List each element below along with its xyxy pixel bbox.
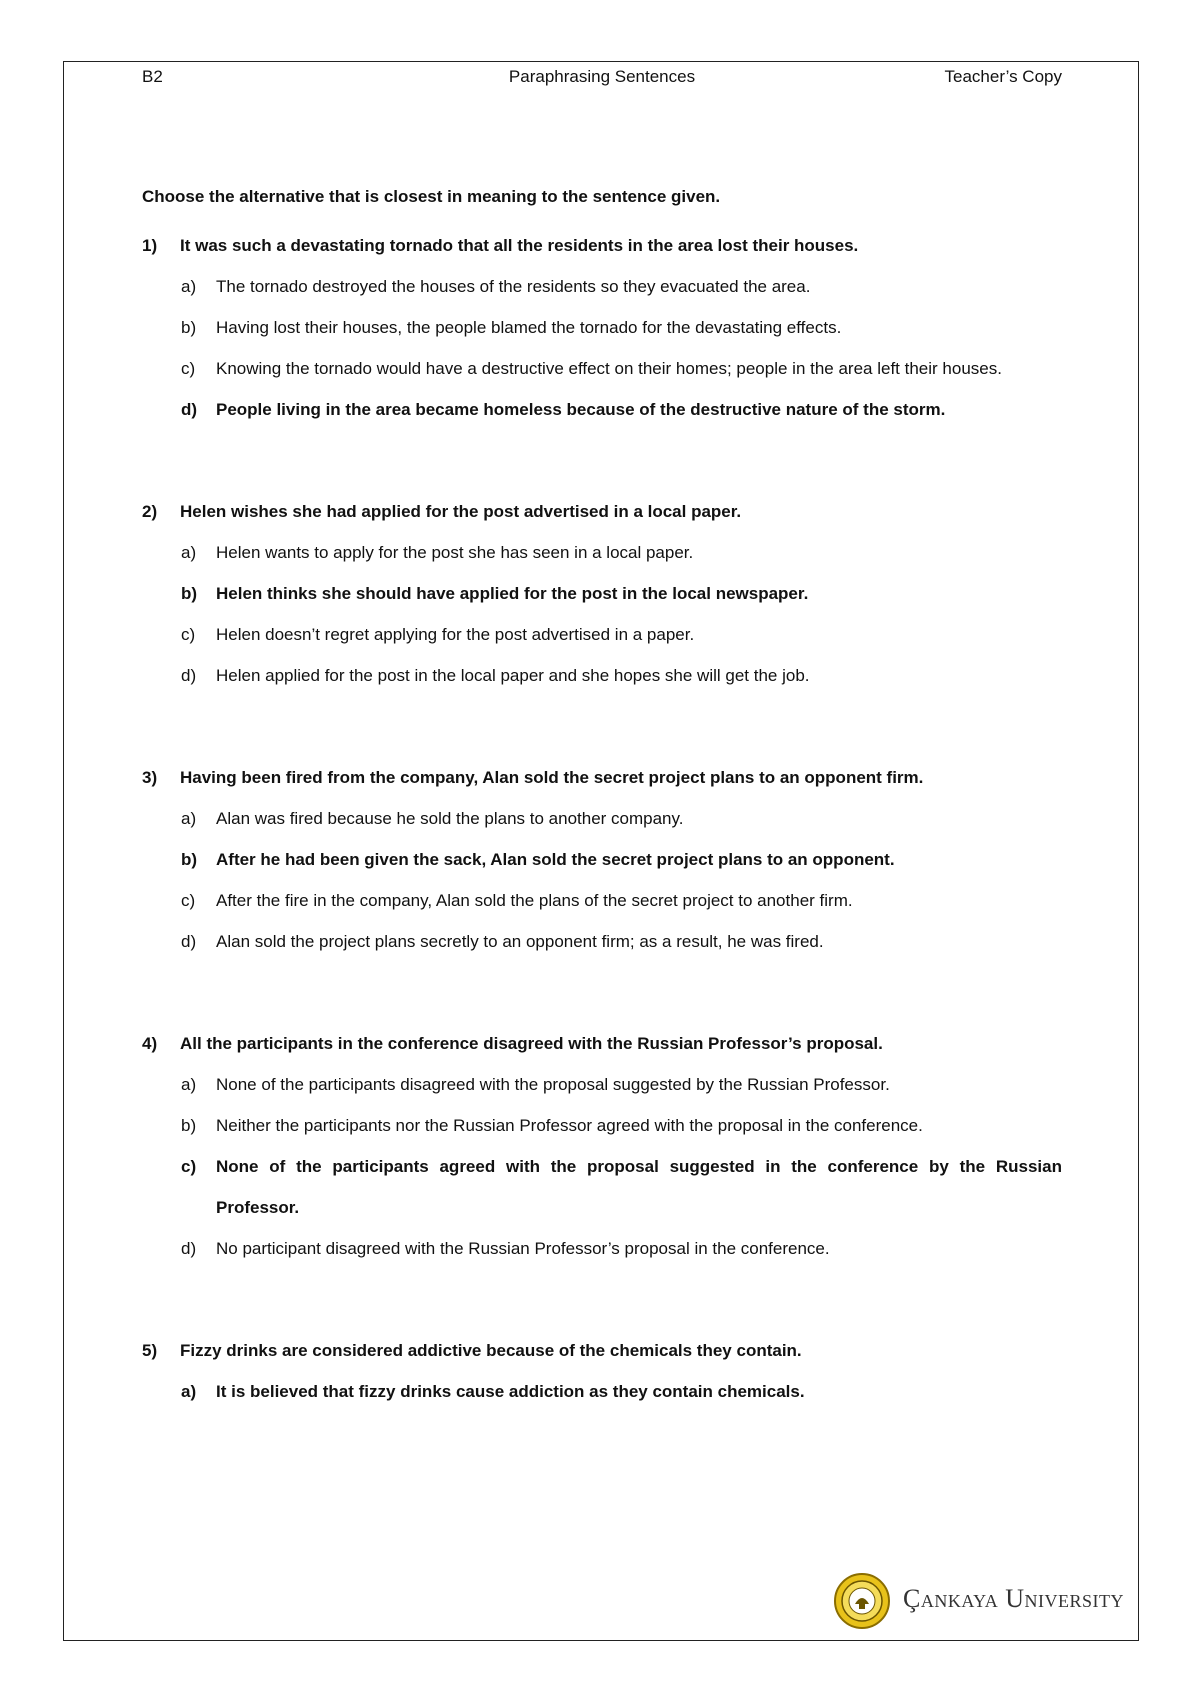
- question-number: 2): [142, 502, 158, 521]
- option-letter: c): [181, 1157, 197, 1176]
- option-d-correct: [142, 389, 1062, 430]
- option-a: [142, 1064, 1062, 1105]
- option-b-correct: [142, 839, 1062, 880]
- question-stem: [142, 757, 1062, 798]
- university-seal-icon: [833, 1572, 891, 1630]
- page-title: Paraphrasing Sentences: [508, 67, 696, 86]
- level-label: B2: [142, 67, 163, 86]
- option-letter: a): [181, 1075, 197, 1094]
- option-letter: c): [181, 625, 196, 644]
- option-text: Alan sold the project plans secretly to an opponent firm; as a result, he was fired.: [216, 932, 824, 951]
- question-number: 3): [142, 768, 158, 787]
- option-a: [142, 266, 1062, 307]
- option-a: [142, 532, 1062, 573]
- question-stem: [142, 491, 1062, 532]
- option-text: Helen thinks she should have applied for the post in the local newspaper.: [216, 584, 809, 603]
- option-b: [142, 1105, 1062, 1146]
- question-text: All the participants in the conference disagreed with the Russian Professor’s proposal.: [180, 1034, 883, 1053]
- question-stem: [142, 225, 1062, 266]
- option-letter: a): [181, 809, 197, 828]
- question-number: 5): [142, 1341, 158, 1360]
- option-c: [142, 880, 1062, 921]
- option-text: Helen doesn’t regret applying for the post advertised in a paper.: [216, 625, 695, 644]
- question-text: It was such a devastating tornado that all the residents in the area lost their houses.: [180, 236, 859, 255]
- option-letter: b): [181, 318, 197, 337]
- question-number: 4): [142, 1034, 158, 1053]
- option-text: People living in the area became homeless because of the destructive nature of the storm.: [216, 400, 946, 419]
- option-letter: a): [181, 1382, 197, 1401]
- option-letter: d): [181, 666, 197, 685]
- option-text: The tornado destroyed the houses of the residents so they evacuated the area.: [216, 277, 811, 296]
- question-4: [142, 1023, 1062, 1269]
- option-text: None of the participants disagreed with the proposal suggested by the Russian Professor.: [216, 1075, 890, 1094]
- option-c: [142, 348, 1062, 389]
- option-text: Helen wants to apply for the post she has seen in a local paper.: [216, 543, 694, 562]
- option-letter: d): [181, 932, 197, 951]
- option-d: [142, 1228, 1062, 1269]
- instruction: Choose the alternative that is closest in meaning to the sentence given.: [142, 187, 721, 206]
- option-d: [142, 921, 1062, 962]
- university-logo: [833, 1572, 1133, 1636]
- option-letter: c): [181, 891, 196, 910]
- option-text: It is believed that fizzy drinks cause addiction as they contain chemicals.: [216, 1382, 805, 1401]
- option-letter: b): [181, 1116, 197, 1135]
- option-letter: c): [181, 359, 196, 378]
- question-2: [142, 491, 1062, 696]
- option-text: Having lost their houses, the people blamed the tornado for the devastating effects.: [216, 318, 842, 337]
- option-a: [142, 798, 1062, 839]
- option-letter: a): [181, 543, 197, 562]
- question-3: [142, 757, 1062, 962]
- option-letter: d): [181, 400, 198, 419]
- question-stem: [142, 1023, 1062, 1064]
- option-a-correct: [142, 1371, 1062, 1412]
- question-text: Helen wishes she had applied for the post advertised in a local paper.: [180, 502, 742, 521]
- option-letter: b): [181, 584, 198, 603]
- option-text: Alan was fired because he sold the plans to another company.: [216, 809, 684, 828]
- page-header: [142, 67, 1062, 91]
- question-1: [142, 225, 1062, 430]
- option-b: [142, 307, 1062, 348]
- option-text: No participant disagreed with the Russian Professor’s proposal in the conference.: [216, 1239, 830, 1258]
- university-name: Çankaya University: [903, 1584, 1124, 1613]
- question-number: 1): [142, 236, 158, 255]
- option-c-correct: [142, 1146, 1062, 1228]
- option-text: None of the participants agreed with the proposal suggested in the conference by the Russian Professor.: [216, 1157, 1062, 1217]
- copy-label: Teacher’s Copy: [944, 67, 1062, 86]
- option-text: After he had been given the sack, Alan sold the secret project plans to an opponent.: [216, 850, 895, 869]
- option-c: [142, 614, 1062, 655]
- question-text: Having been fired from the company, Alan sold the secret project plans to an opponent firm.: [180, 768, 924, 787]
- question-5: [142, 1330, 1062, 1412]
- worksheet-content: [142, 185, 1062, 1412]
- option-letter: d): [181, 1239, 197, 1258]
- option-text: Helen applied for the post in the local paper and she hopes she will get the job.: [216, 666, 810, 685]
- option-b-correct: [142, 573, 1062, 614]
- question-stem: [142, 1330, 1062, 1371]
- option-text: After the fire in the company, Alan sold the plans of the secret project to another firm.: [216, 891, 853, 910]
- option-d: [142, 655, 1062, 696]
- option-letter: b): [181, 850, 198, 869]
- option-text: Knowing the tornado would have a destructive effect on their homes; people in the area left their houses.: [216, 359, 1002, 378]
- question-text: Fizzy drinks are considered addictive because of the chemicals they contain.: [180, 1341, 802, 1360]
- option-text: Neither the participants nor the Russian Professor agreed with the proposal in the conference.: [216, 1116, 923, 1135]
- option-letter: a): [181, 277, 197, 296]
